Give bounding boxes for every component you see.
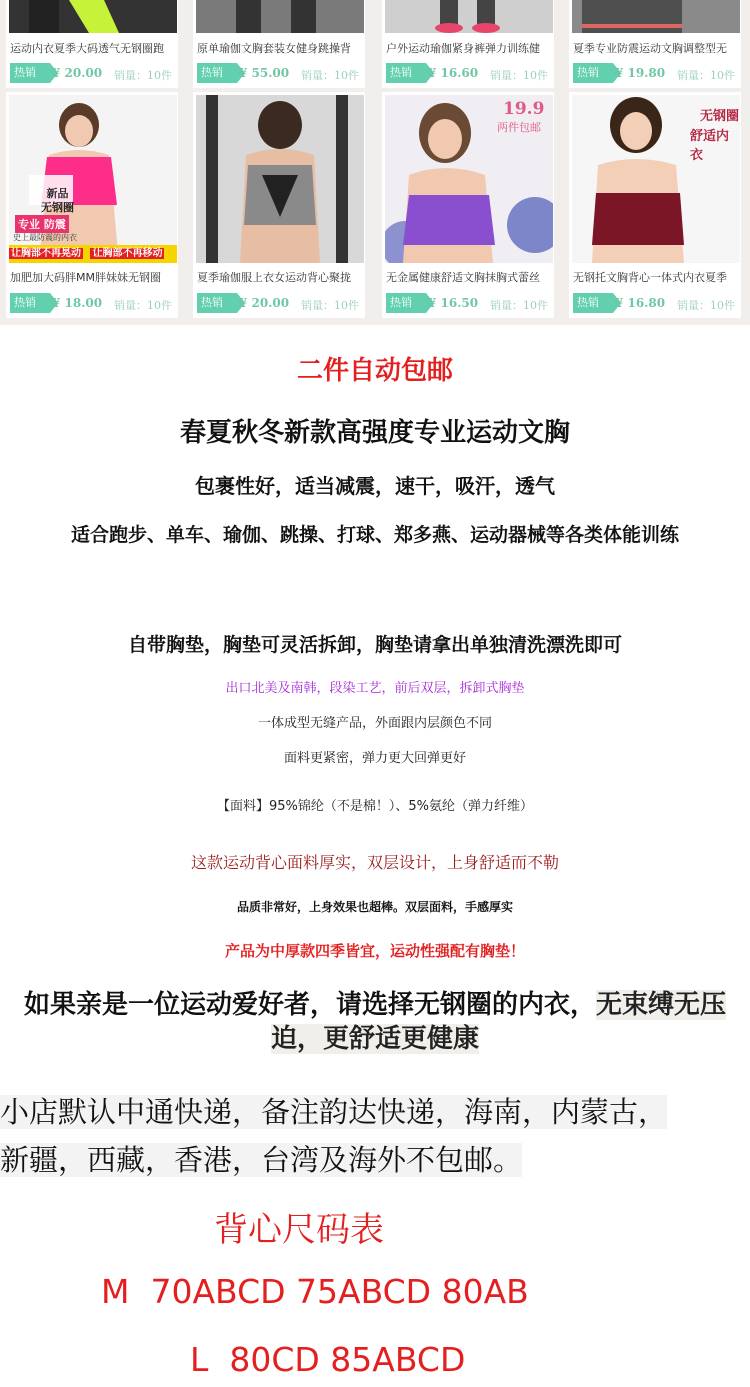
hot-sale-tag: 热销 (197, 63, 237, 83)
product-card[interactable] (382, 0, 554, 88)
recommend-text-highlight: 无束缚无压迫，更舒适更健康 (270, 990, 727, 1054)
seamless-note: 一体成型无缝产品，外面跟内层颜色不同 (257, 716, 492, 731)
product-sales: 销量：10件 (114, 69, 172, 82)
image-text-shock: 防震 (43, 218, 66, 231)
image-text-comfort: 舒适内衣 (690, 129, 730, 163)
product-card[interactable] (569, 92, 741, 318)
product-image[interactable] (196, 0, 364, 33)
image-text-wireless: 无钢圈 (41, 201, 74, 214)
product-image[interactable] (9, 0, 177, 33)
hot-sale-tag: 热销 (386, 63, 426, 83)
image-text-no-shake: 让胸部不再晃动 (11, 248, 81, 259)
product-price: ¥ 20.00 (52, 66, 103, 80)
recommend-text-a: 如果亲是一位运动爱好者，请选择无钢圈的内衣， (23, 990, 596, 1020)
product-title[interactable]: 原单瑜伽文胸套装女健身跳操背 (197, 42, 351, 55)
usage-line: 适合跑步、单车、瑜伽、跳操、打球、郑多燕、运动器械等各类体能训练 (70, 524, 679, 546)
recommend-text (0, 988, 750, 1056)
hot-sale-tag: 热销 (573, 63, 613, 83)
product-price: ¥ 16.60 (428, 66, 479, 80)
product-sales: 销量：10件 (677, 69, 735, 82)
product-card[interactable] (193, 92, 365, 318)
hot-sale-tag: 热销 (197, 293, 237, 313)
shipping-policy (0, 1088, 750, 1184)
season-note: 产品为中厚款四季皆宜，运动性强配有胸垫！ (224, 942, 525, 960)
hot-sale-tag: 热销 (386, 293, 426, 313)
product-card[interactable] (6, 92, 178, 318)
thick-fabric-note: 这款运动背心面料厚实，双层设计，上身舒适而不勒 (190, 853, 559, 872)
features-line: 包裹性好，适当减震，速干，吸汗，透气 (195, 474, 555, 498)
image-text-price: 19.9 (503, 99, 545, 119)
product-title[interactable]: 无金属健康舒适文胸抹胸式蕾丝 (386, 271, 540, 284)
product-card[interactable] (569, 0, 741, 88)
product-sales: 销量：10件 (301, 69, 359, 82)
product-title[interactable]: 夏季专业防震运动文胸调整型无 (573, 42, 727, 55)
image-text-two-free: 两件包邮 (497, 121, 541, 134)
export-note: 出口北美及南韩，段染工艺，前后双层，拆卸式胸垫 (225, 681, 525, 696)
image-text-no-move: 让胸部不再移动 (92, 248, 163, 259)
product-title[interactable]: 无钢托文胸背心一体式内衣夏季 (573, 271, 727, 284)
fabric-composition: 【面料】95%锦纶（不是棉！）、5%氨纶（弹力纤维） (216, 799, 534, 814)
related-products-grid (0, 0, 750, 325)
product-card[interactable] (6, 0, 178, 88)
hot-sale-tag: 热销 (10, 63, 50, 83)
product-sales: 销量：10件 (677, 299, 735, 312)
product-price: ¥ 19.80 (615, 66, 666, 80)
pad-note: 自带胸垫，胸垫可灵活拆卸，胸垫请拿出单独清洗漂洗即可 (127, 634, 622, 656)
product-image[interactable] (385, 0, 553, 33)
hot-sale-tag: 热销 (10, 293, 50, 313)
image-text-wireless: 无钢圈 (700, 109, 740, 124)
product-title[interactable]: 运动内衣夏季大码透气无钢圈跑 (10, 42, 164, 55)
product-title[interactable]: 户外运动瑜伽紧身裤弹力训练健 (386, 42, 540, 55)
hot-sale-tag: 热销 (573, 293, 613, 313)
size-row-l: L 80CD 85ABCD (190, 1340, 466, 1379)
size-row-m: M 70ABCD 75ABCD 80AB (101, 1272, 529, 1311)
product-sales: 销量：10件 (490, 299, 548, 312)
shipping-line-1: 小店默认中通快递，备注韵达快递，海南，内蒙古， (0, 1095, 668, 1129)
product-price: ¥ 16.80 (615, 296, 666, 310)
product-sales: 销量：10件 (490, 69, 548, 82)
product-card[interactable] (193, 0, 365, 88)
image-text-pro: 专业 (18, 218, 40, 231)
product-image[interactable] (9, 95, 177, 263)
product-card[interactable] (382, 92, 554, 318)
product-sales: 销量：10件 (301, 299, 359, 312)
image-text-new: 新品 (46, 187, 69, 200)
product-price: ¥ 16.50 (428, 296, 479, 310)
product-headline: 春夏秋冬新款高强度专业运动文胸 (179, 418, 570, 448)
product-image[interactable] (572, 0, 740, 33)
free-shipping-heading: 二件自动包邮 (296, 356, 453, 386)
product-price: ¥ 55.00 (239, 66, 290, 80)
image-text-slogan: 史上最防震的内衣 (13, 233, 77, 242)
product-sales: 销量：10件 (114, 299, 172, 312)
quality-note: 品质非常好，上身效果也超棒。双层面料，手感厚实 (236, 900, 513, 914)
product-title[interactable]: 夏季瑜伽服上衣女运动背心聚拢 (197, 271, 351, 284)
product-image[interactable] (196, 95, 364, 263)
product-image[interactable] (385, 95, 553, 263)
size-chart-title: 背心尺码表 (214, 1210, 384, 1250)
product-image[interactable] (572, 95, 740, 263)
product-title[interactable]: 加肥加大码胖MM胖妹妹无钢圈 (10, 271, 161, 284)
fabric-dense-note: 面料更紧密，弹力更大回弹更好 (283, 751, 466, 766)
shipping-line-2: 新疆，西藏，香港，台湾及海外不包邮。 (0, 1143, 523, 1177)
product-price: ¥ 18.00 (52, 296, 103, 310)
product-price: ¥ 20.00 (239, 296, 290, 310)
